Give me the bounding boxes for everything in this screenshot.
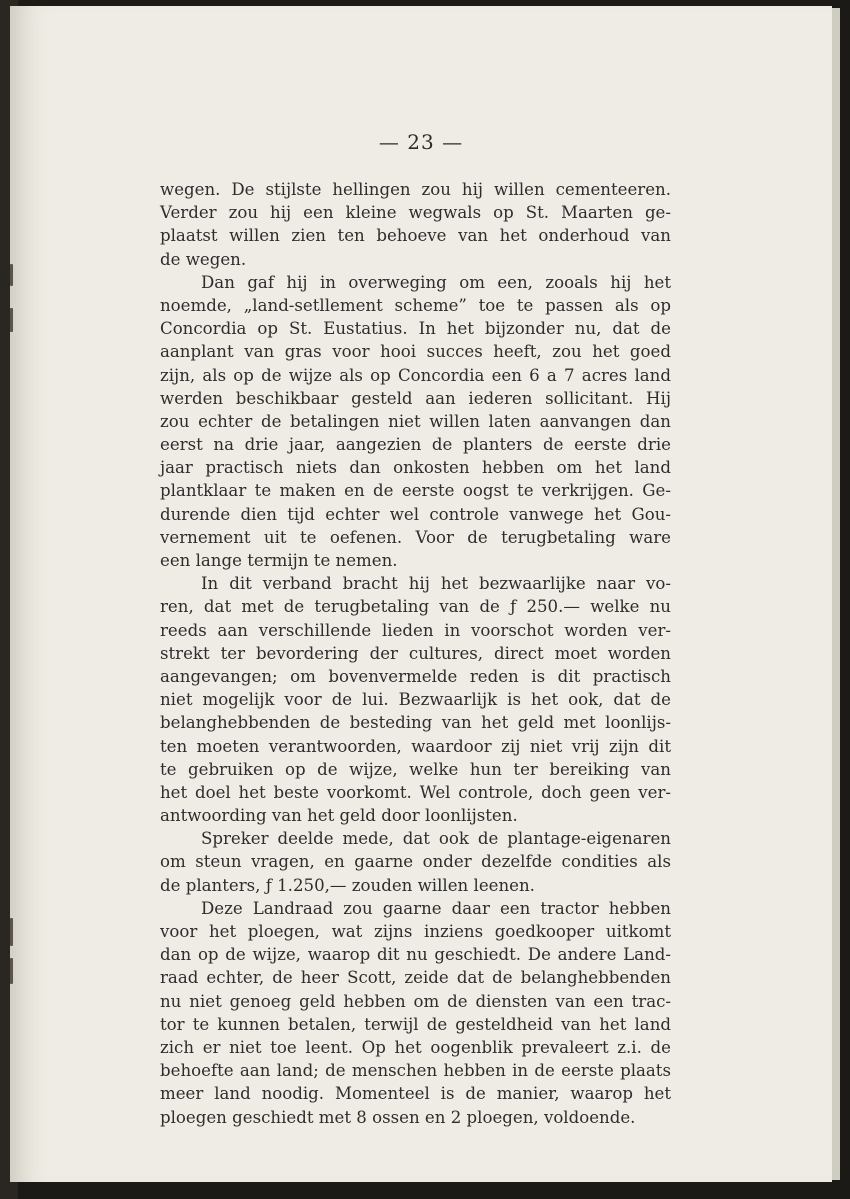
- text-line: aanplant van gras voor hooi succes heeft, zou het goed: [160, 342, 671, 362]
- text-line: behoefte aan land; de menschen hebben in de eerste plaats: [160, 1061, 671, 1081]
- text-line: tor te kunnen betalen, terwijl de gesteldheid van het land: [160, 1014, 671, 1034]
- text-line: werden beschikbaar gesteld aan iederen sollicitant. Hij: [160, 388, 671, 408]
- text-line: In dit verband bracht hij het bezwaarlijke naar vo-: [201, 574, 671, 594]
- text-line: een lange termijn te nemen.: [160, 551, 398, 570]
- text-line: jaar practisch niets dan onkosten hebben om het land: [160, 458, 671, 478]
- text-line: aangevangen; om bovenvermelde reden is dit practisch: [160, 666, 671, 686]
- body-text: [160, 178, 671, 1129]
- text-line: plaatst willen zien ten behoeve van het onderhoud van: [160, 226, 671, 246]
- text-line: ploegen geschiedt met 8 ossen en 2 ploegen, voldoende.: [160, 1107, 636, 1127]
- text-line: Dan gaf hij in overweging om een, zooals hij het: [201, 272, 671, 292]
- text-line: wegen. De stijlste hellingen zou hij willen cementeeren.: [160, 180, 671, 199]
- text-line: te gebruiken op de wijze, welke hun ter bereiking van: [160, 759, 671, 779]
- text-line: meer land noodig. Momenteel is de manier, waarop het: [160, 1084, 671, 1104]
- text-line: dan op de wijze, waarop dit nu geschiedt. De andere Land-: [160, 945, 671, 965]
- text-line: ren, dat met de terugbetaling van de ƒ 250.— welke nu: [160, 597, 671, 617]
- text-line: zijn, als op de wijze als op Concordia een 6 a 7 acres land: [160, 365, 671, 385]
- text-line: nu niet genoeg geld hebben om de diensten van een trac-: [160, 991, 671, 1011]
- text-line: plantklaar te maken en de eerste oogst te verkrijgen. Ge-: [160, 481, 671, 501]
- text-line: reeds aan verschillende lieden in voorschot worden ver-: [160, 620, 671, 640]
- text-line: zou echter de betalingen niet willen laten aanvangen dan: [160, 411, 671, 431]
- text-line: noemde, „land-setllement scheme” toe te passen als op: [160, 295, 671, 315]
- page-number: — 23 —: [378, 130, 464, 154]
- text-line: om steun vragen, en gaarne onder dezelfde condities als: [160, 852, 671, 872]
- text-line: belanghebbenden de besteding van het geld met loonlijs-: [160, 713, 671, 733]
- text-line: Verder zou hij een kleine wegwals op St. Maarten ge-: [160, 203, 671, 223]
- text-line: Spreker deelde mede, dat ook de plantage-eigenaren: [201, 829, 671, 849]
- text-line: Concordia op St. Eustatius. In het bijzonder nu, dat de: [160, 319, 671, 339]
- text-line: raad echter, de heer Scott, zeide dat de belanghebbenden: [160, 968, 671, 988]
- text-line: strekt ter bevordering der cultures, direct moet worden: [160, 643, 671, 663]
- gutter-mark-4: [10, 958, 13, 984]
- text-line: durende dien tijd echter wel controle vanwege het Gou-: [160, 504, 671, 524]
- page-edge: [832, 8, 840, 1180]
- text-line: voor het ploegen, wat zijns inziens goedkooper uitkomt: [160, 922, 671, 941]
- text-line: eerst na drie jaar, aangezien de planters de eerste drie: [160, 435, 671, 455]
- text-line: zich er niet toe leent. Op het oogenblik prevaleert z.i. de: [160, 1037, 671, 1057]
- text-line: niet mogelijk voor de lui. Bezwaarlijk is het ook, dat de: [160, 690, 671, 710]
- text-line: ten moeten verantwoorden, waardoor zij niet vrij zijn dit: [160, 736, 671, 756]
- gutter-mark-1: [10, 264, 13, 286]
- text-line: antwoording van het geld door loonlijsten.: [160, 806, 518, 826]
- text-line: Deze Landraad zou gaarne daar een tractor hebben: [201, 898, 671, 918]
- document-page: [10, 6, 832, 1182]
- text-line: vernement uit te oefenen. Voor de terugbetaling ware: [160, 527, 671, 547]
- gutter-mark-2: [10, 308, 13, 332]
- text-line: het doel het beste voorkomt. Wel controle, doch geen ver-: [160, 782, 671, 802]
- gutter-mark-3: [10, 918, 13, 946]
- text-line: de planters, ƒ 1.250,— zouden willen leenen.: [160, 875, 535, 895]
- text-line: de wegen.: [160, 249, 247, 269]
